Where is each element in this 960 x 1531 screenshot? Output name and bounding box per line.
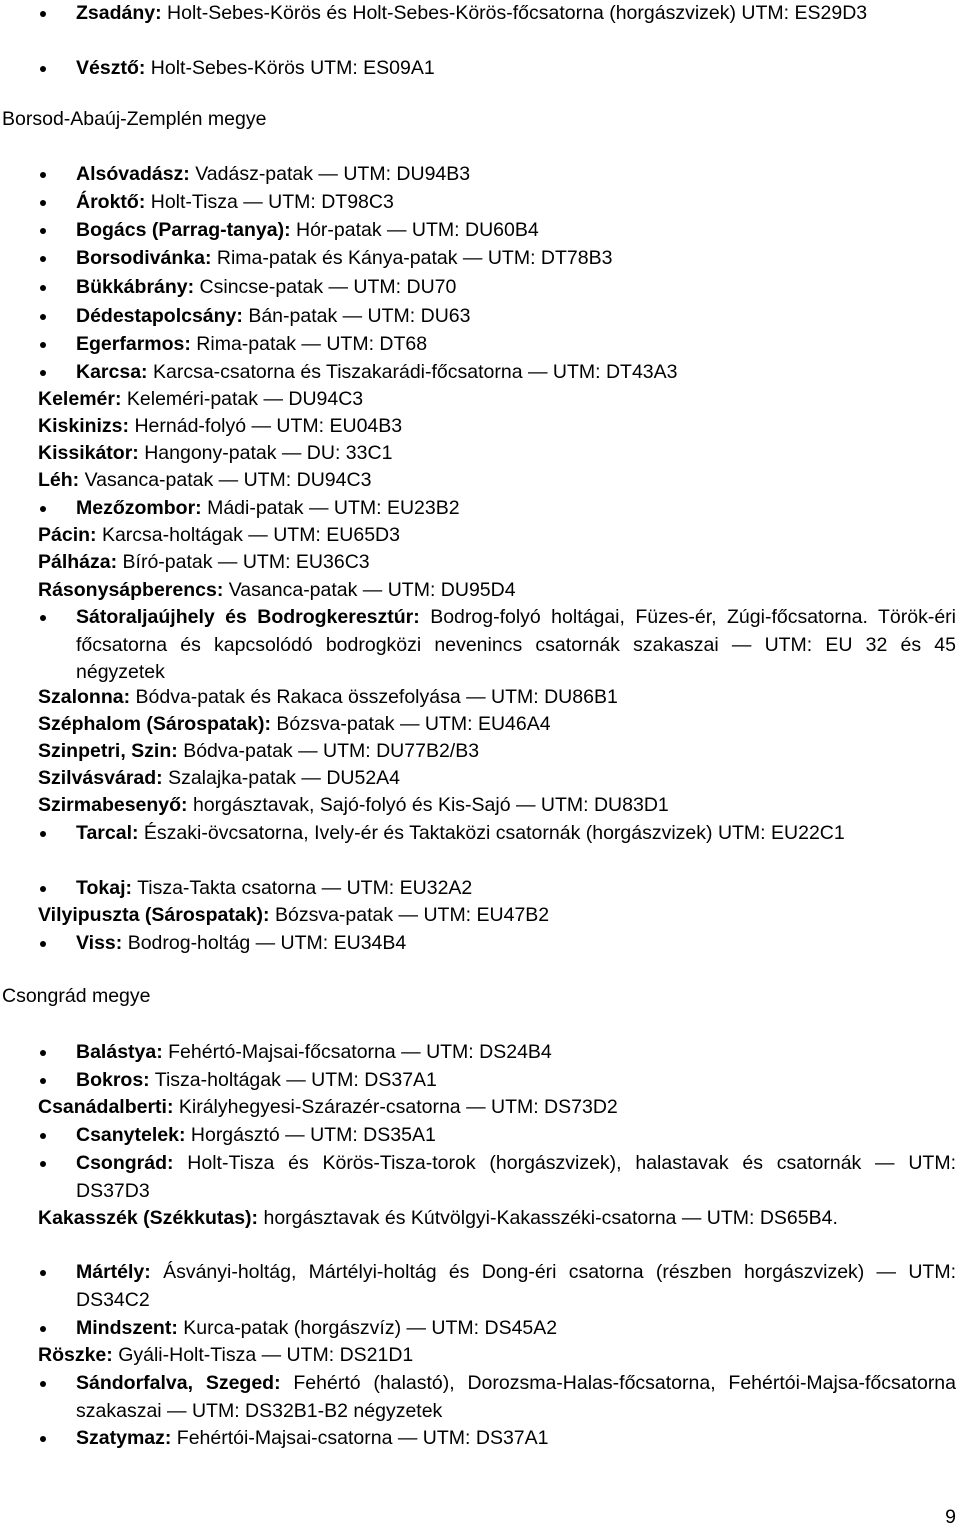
place-description: Holt-Tisza ― UTM: DT98C3 [150,191,394,213]
place-description: Északi-övcsatorna, Ively-ér és Taktaközi csatornák (horgászvizek) UTM: EU22C1 [143,822,845,844]
place-description: Mádi-patak ― UTM: EU23B2 [207,497,460,519]
bullet-icon [40,1133,46,1139]
place-name: Vilyipuszta (Sárospatak): [38,904,270,926]
place-description: Tisza-holtágak ― UTM: DS37A1 [154,1069,437,1091]
place-description: Bodrog-folyó holtágai, Füzes-ér, Zúgi-főcsatorna. Török-éri főcsatorna és kapcsolódó bodrogközi nevenincs csatornák szakaszai ― UTM: EU 32 és 45 négyzetek [76,606,956,683]
place-name: Egerfarmos: [76,333,191,355]
place-name: Dédestapolcsány: [76,305,243,327]
bullet-icon [40,200,46,206]
bullet-icon [40,506,46,512]
list-item [76,245,956,273]
place-description: Tisza-Takta csatorna ― UTM: EU32A2 [137,877,473,899]
bullet-icon [40,1381,46,1387]
list-item [76,1425,956,1453]
place-name: Szalonna: [38,686,131,708]
place-name: Alsóvadász: [76,163,190,185]
place-name: Sándorfalva, Szeged: [76,1372,281,1394]
list-item [38,711,956,739]
bullet-icon [40,172,46,178]
place-description: horgásztavak és Kútvölgyi-Kakasszéki-csatorna ― UTM: DS65B4. [263,1207,838,1229]
list-item [76,55,956,83]
list-item [38,902,956,930]
place-description: Karcsa-holtágak ― UTM: EU65D3 [101,524,400,546]
place-description: Fehértó (halastó), Dorozsma-Halas-főcsatorna, Fehértói-Majsa-főcsatorna szakaszai ― UTM: DS32B1-B2 négyzetek [76,1372,956,1422]
county-heading: Csongrád megye [2,985,151,1007]
place-description: Fehértó-Majsai-főcsatorna ― UTM: DS24B4 [168,1041,552,1063]
bullet-icon [40,1078,46,1084]
place-description: Bódva-patak ― UTM: DU77B2/B3 [183,740,480,762]
list-item [76,875,956,903]
place-description: Hernád-folyó ― UTM: EU04B3 [134,415,403,437]
list-item [38,522,956,550]
place-description: Holt-Sebes-Körös UTM: ES09A1 [150,57,435,79]
place-name: Kiskinizs: [38,415,130,437]
list-item [76,0,956,28]
list-item [38,1205,956,1233]
place-name: Zsadány: [76,2,162,24]
place-name: Ároktő: [76,191,146,213]
place-description: Vasanca-patak ― UTM: DU95D4 [228,579,516,601]
place-name: Karcsa: [76,361,148,383]
county-heading: Borsod-Abaúj-Zemplén megye [2,108,267,130]
place-name: Csanádalberti: [38,1096,174,1118]
list-item [76,820,956,848]
bullet-icon [40,886,46,892]
place-description: Karcsa-csatorna és Tiszakarádi-főcsatorna ― UTM: DT43A3 [152,361,678,383]
list-item [38,467,956,495]
bullet-icon [40,11,46,17]
place-name: Tarcal: [76,822,139,844]
place-description: Csincse-patak ― UTM: DU70 [199,276,457,298]
place-description: Vasanca-patak ― UTM: DU94C3 [84,469,372,491]
list-item [38,1342,956,1370]
place-name: Sátoraljaújhely és Bodrogkeresztúr: [76,606,420,628]
place-description: Fehértói-Majsai-csatorna ― UTM: DS37A1 [176,1427,549,1449]
place-name: Borsodivánka: [76,247,212,269]
place-name: Bokros: [76,1069,150,1091]
bullet-icon [40,831,46,837]
place-name: Mártély: [76,1261,151,1283]
list-item [76,1315,956,1343]
place-name: Mezőzombor: [76,497,202,519]
place-name: Pálháza: [38,551,118,573]
list-item [76,303,956,331]
place-name: Széphalom (Sárospatak): [38,713,271,735]
place-description: Bíró-patak ― UTM: EU36C3 [122,551,370,573]
bullet-icon [40,285,46,291]
page-number: 9 [945,1506,956,1528]
list-item [38,792,956,820]
place-name: Szinpetri, Szin: [38,740,178,762]
list-item [38,413,956,441]
place-description: Bózsva-patak ― UTM: EU46A4 [276,713,551,735]
place-description: Ásványi-holtág, Mártélyi-holtág és Dong-éri csatorna (részben horgászvizek) ― UTM: DS34C2 [76,1261,956,1311]
place-name: Léh: [38,469,80,491]
bullet-icon [40,1161,46,1167]
place-name: Csanytelek: [76,1124,186,1146]
list-item [38,577,956,605]
place-description: Hór-patak ― UTM: DU60B4 [295,219,539,241]
list-item [76,217,956,245]
place-name: Szirmabesenyő: [38,794,188,816]
place-description: Horgásztó ― UTM: DS35A1 [190,1124,436,1146]
place-name: Balástya: [76,1041,163,1063]
place-name: Bükkábrány: [76,276,195,298]
list-item [38,440,956,468]
list-item [76,1259,956,1314]
place-name: Kakasszék (Székkutas): [38,1207,259,1229]
list-item [38,386,956,414]
bullet-icon [40,314,46,320]
list-item [38,549,956,577]
list-item [38,765,956,793]
bullet-icon [40,256,46,262]
place-name: Vésztő: [76,57,146,79]
place-name: Bogács (Parrag-tanya): [76,219,291,241]
bullet-icon [40,1326,46,1332]
place-name: Viss: [76,932,123,954]
place-description: Bózsva-patak ― UTM: EU47B2 [274,904,550,926]
bullet-icon [40,615,46,621]
list-item [76,359,956,387]
list-item [76,604,956,687]
place-name: Szilvásvárad: [38,767,163,789]
bullet-icon [40,1436,46,1442]
bullet-icon [40,370,46,376]
place-description: Rima-patak és Kánya-patak ― UTM: DT78B3 [216,247,613,269]
bullet-icon [40,941,46,947]
list-item [76,161,956,189]
place-description: Bódva-patak és Rakaca összefolyása ― UTM: DU86B1 [135,686,618,708]
list-item [38,1094,956,1122]
place-name: Röszke: [38,1344,113,1366]
list-item [76,495,956,523]
list-item [76,1370,956,1425]
place-description: Keleméri-patak ― DU94C3 [126,388,364,410]
bullet-icon [40,66,46,72]
bullet-icon [40,1050,46,1056]
list-item [76,189,956,217]
place-name: Mindszent: [76,1317,178,1339]
place-name: Szatymaz: [76,1427,172,1449]
place-description: Gyáli-Holt-Tisza ― UTM: DS21D1 [118,1344,414,1366]
bullet-icon [40,342,46,348]
place-description: Királyhegyesi-Szárazér-csatorna ― UTM: DS73D2 [178,1096,618,1118]
place-description: horgásztavak, Sajó-folyó és Kis-Sajó ― UTM: DU83D1 [192,794,669,816]
place-description: Holt-Sebes-Körös és Holt-Sebes-Körös-főcsatorna (horgászvizek) UTM: ES29D3 [167,2,868,24]
place-name: Pácin: [38,524,97,546]
list-item [38,738,956,766]
place-name: Kissikátor: [38,442,139,464]
list-item [76,1150,956,1205]
place-description: Kurca-patak (horgászvíz) ― UTM: DS45A2 [183,1317,558,1339]
list-item [76,930,956,958]
place-name: Tokaj: [76,877,132,899]
list-item [38,684,956,712]
place-name: Csongrád: [76,1152,174,1174]
list-item [76,274,956,302]
place-name: Kelemér: [38,388,122,410]
place-description: Szalajka-patak ― DU52A4 [168,767,401,789]
list-item [76,1067,956,1095]
place-description: Vadász-patak ― UTM: DU94B3 [195,163,471,185]
place-description: Bodrog-holtág ― UTM: EU34B4 [127,932,407,954]
place-name: Rásonysápberencs: [38,579,224,601]
bullet-icon [40,228,46,234]
place-description: Rima-patak ― UTM: DT68 [196,333,428,355]
list-item [76,1122,956,1150]
place-description: Hangony-patak ― DU: 33C1 [144,442,393,464]
list-item [76,1039,956,1067]
bullet-icon [40,1270,46,1276]
place-description: Holt-Tisza és Körös-Tisza-torok (horgászvizek), halastavak és csatornák ― UTM: DS37D3 [76,1152,956,1202]
list-item [76,331,956,359]
place-description: Bán-patak ― UTM: DU63 [248,305,471,327]
